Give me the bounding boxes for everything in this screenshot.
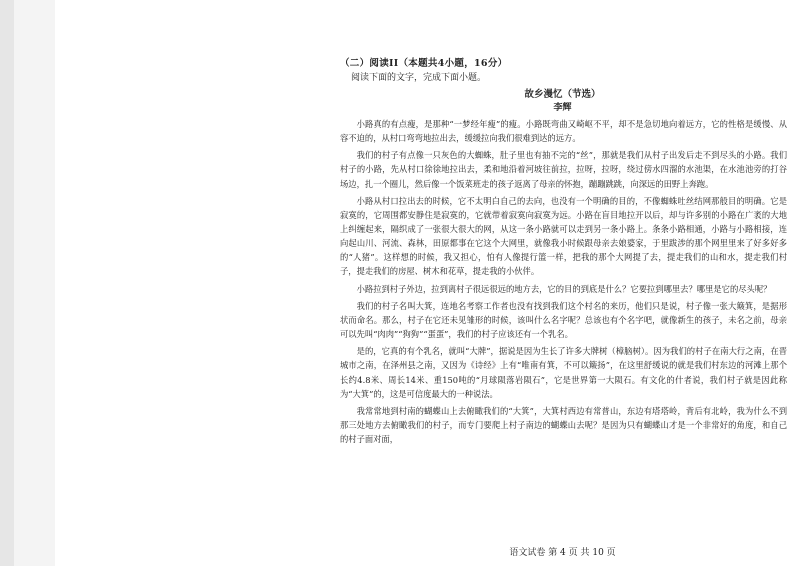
paragraph: 我常常地到村南的蝴蝶山上去俯瞰我们的“大箕”，大箕村西边有常普山，东边有塔塔岭，背后有北岭，我为什么不到那三处地方去俯瞰我们的村子，而专门要爬上村子南边的蝴蝶山去呢？是因为只有蝴蝶山才是一个非常好的角度，和自己的村子面对面， (340, 405, 787, 445)
exam-page (340, 0, 800, 566)
paragraph: 我们的村子名叫大箕，连地名考察工作者也没有找到我们这个村名的来历，他们只是说，村子像一张大簸箕，是据形状而命名。那么，村子在它还未见雏形的时候，该叫什么名字呢？总该也有个名字吧，就像新生的孩子，未名之前，母亲可以先叫“肉肉”“狗狗”“蛋蛋”，我们的村子应该还有一个乳名。 (340, 300, 787, 340)
paragraph: 我们的村子有点像一只灰色的大蜘蛛，肚子里也有抽不完的“丝”，那就是我们从村子出发后走不到尽头的小路。我们村子的小路，先从村口徐徐地拉出去，柔和地沿着河坡往前拉，拉呀，拉呀，绕过傍水四溜的水池渠，在水池池旁的打谷场边，扎一个圈儿，然后像一个饭菜班走的孩子返离了母亲的怀抱，蹦蹦跳跳，向深远的田野上奔跑。 (340, 150, 787, 189)
article-title: 故乡漫忆（节选） (524, 89, 601, 100)
paragraph: 小路从村口拉出去的时候，它不太明白自己的去向，也没有一个明确的目的，不像蜘蛛吐丝结网那般目的明确。它是寂寞的，它周围都安静住是寂寞的，它就带着寂寞向寂寞为远。小路在盲目地拉开以后，却与许多别的小路在广袤的大地上纠缠起来，隔织成了一张很大很大的网，从这一条小路就可以走到另一条小路上。条条小路相通，小路与小路相接，连向起山川、河流、森林，田原都事在它这个大网里，就像我小时候跟母亲去娘婆家，于里跋涉的那个网里里来了好多好多的“人猪”。这样想的时候，我又担心，怕有人像提行篮一样，把我的那个大网提了去，提走我们的山和水，提走我们村子，提走我们的房屋、树木和花草，提走我的小伙伴。 (340, 195, 787, 277)
paragraph: 是的，它真的有个乳名，就叫“大牌”，据说是因为生长了许多大牌树（樟脑树）。因为我们的村子在南大行之南，在晋城市之南，在泽州县之南，又因为《诗经》上有“唯南有箕，不可以簸扬”，在这里舒缓说的就是我们村东边的河滩上那个长约4.8米、周长14米、重150吨的“月球陨落岩陨石”，它是世界第一大陨石。有文化的什者说，我们村子就是因此称为“大箕”的，这是可信度最大的一种说法。 (340, 346, 787, 399)
instruction-text: 阅读下面的文字，完成下面小题。 (351, 73, 487, 83)
article-author: 李辉 (553, 103, 572, 113)
left-page-margin (0, 0, 55, 566)
page-edge-shadow (0, 0, 14, 566)
paragraph: 小路拉到村子外边，拉到离村子很远很远的地方去，它的目的到底是什么？它要拉到哪里去？哪里是它的尽头呢？ (356, 283, 772, 294)
article-body (340, 117, 787, 449)
paragraph: 小路真的有点瘦，是那种“一梦经年瘦”的瘦。小路既弯曲又崎岖不平，却不是急切地向着远方，它的性格是缓慢、从容不迫的，从村口弯弯地拉出去，缓缓拉向我们很难到达的远方。 (340, 119, 787, 144)
section-heading: （二）阅读II（本题共4小题，16分） (340, 58, 508, 69)
page-footer: 语文试卷 第 4 页 共 10 页 (509, 548, 616, 558)
